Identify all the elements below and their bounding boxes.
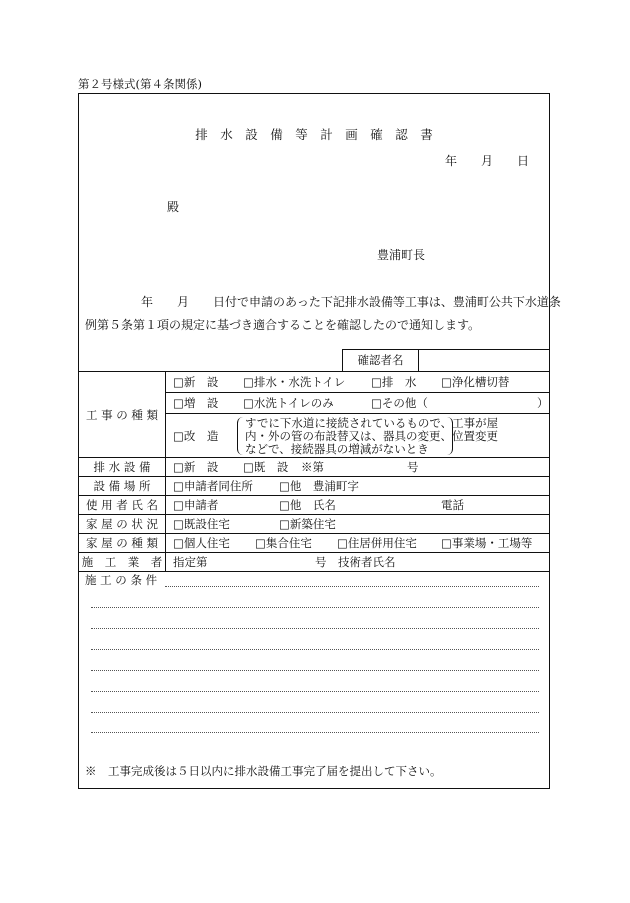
designation-number-prefix: 指定第: [173, 555, 208, 569]
drainage-number-suffix: 号: [407, 460, 419, 474]
checkbox-private-house[interactable]: □個人住宅: [173, 536, 230, 550]
row-house-type: [79, 534, 549, 553]
conditions-line-3[interactable]: [91, 628, 539, 629]
checkbox-other-address[interactable]: □他 豊浦町字: [279, 479, 359, 493]
form-frame: [78, 93, 561, 789]
checkbox-applicant[interactable]: □申請者: [173, 498, 219, 512]
row-contractor: [79, 553, 549, 572]
checkbox-septic-switch[interactable]: □浄化槽切替: [441, 375, 510, 389]
conditions-line-8[interactable]: [91, 732, 539, 733]
addressee-honorific: 殿: [167, 200, 180, 214]
conditions-line-4[interactable]: [91, 649, 539, 650]
confirmer-label: 確認者名: [343, 350, 419, 371]
body-text-line-2: 例第５条第１項の規定に基づき適合することを確認したので通知します。: [85, 318, 481, 332]
date-line: 年 月 日: [444, 154, 529, 168]
row-label-conditions: 施 工 の 条 件: [85, 573, 158, 587]
checkbox-new-house[interactable]: □新築住宅: [279, 517, 336, 531]
row-label-work-type: 工 事 の 種 類: [79, 372, 166, 457]
conditions-area: [79, 572, 549, 783]
checkbox-other[interactable]: □その他（: [371, 396, 428, 410]
other-close-paren: ）: [537, 396, 549, 410]
checkbox-addition[interactable]: □増 設: [173, 396, 219, 410]
checkbox-other-user[interactable]: □他 氏名: [279, 498, 336, 512]
row-user-name: [79, 496, 549, 515]
checkbox-drainage-new[interactable]: □新 設: [173, 460, 219, 474]
checkbox-modification[interactable]: □改 造: [173, 429, 219, 443]
conditions-line-2[interactable]: [91, 607, 539, 608]
checkbox-apartment[interactable]: □集合住宅: [255, 536, 312, 550]
conditions-line-1[interactable]: [165, 586, 539, 587]
row-work-type: [79, 372, 549, 458]
body-text-line-1: 年 月 日付で申請のあった下記排水設備等工事は、豊浦町公共下水道条: [141, 295, 561, 309]
row-drainage: [79, 458, 549, 477]
technician-name-label: 号 技術者氏名: [315, 555, 396, 569]
row-label-house-status: 家 屋 の 状 況: [79, 515, 166, 533]
work-type-add-line: [165, 393, 549, 414]
checkbox-flush-toilet-only[interactable]: □水洗トイレのみ: [243, 396, 334, 410]
form-number-label: 第２号様式(第４条関係): [78, 77, 202, 91]
row-label-contractor: 施 工 業 者: [79, 553, 166, 571]
modify-note-line-2: 内・外の管の布設替又は、器具の変更、位置変更: [245, 429, 498, 443]
row-house-status: [79, 515, 549, 534]
row-location: [79, 477, 549, 496]
conditions-line-7[interactable]: [91, 712, 539, 713]
work-type-modify-line: [165, 414, 549, 458]
conditions-line-5[interactable]: [91, 670, 539, 671]
checkbox-drain-flush-toilet[interactable]: □排水・水洗トイレ: [243, 375, 346, 389]
details-table: [79, 371, 549, 783]
modify-note-line-1: すでに下水道に接続されているもので、工事が屋: [245, 416, 499, 430]
checkbox-new-construction[interactable]: □新 設: [173, 375, 219, 389]
footnote: ※ 工事完成後は５日以内に排水設備工事完了届を提出して下さい。: [85, 764, 442, 778]
row-label-house-type: 家 屋 の 種 類: [79, 534, 166, 552]
modify-note-line-3: などで、接続器具の増減がないとき: [245, 442, 429, 456]
phone-label: 電話: [441, 498, 464, 512]
issuer-name: 豊浦町長: [376, 248, 425, 262]
conditions-line-6[interactable]: [91, 691, 539, 692]
confirmer-box: [342, 349, 549, 371]
row-label-user-name: 使 用 者 氏 名: [79, 496, 166, 514]
checkbox-drain[interactable]: □排 水: [371, 375, 417, 389]
checkbox-business-factory[interactable]: □事業場・工場等: [441, 536, 533, 550]
checkbox-mixed-use[interactable]: □住居併用住宅: [337, 536, 417, 550]
work-type-new-line: [165, 372, 549, 393]
drainage-number-prefix: ※第: [301, 460, 324, 474]
row-label-drainage: 排 水 設 備: [79, 458, 166, 476]
checkbox-drainage-existing[interactable]: □既 設: [243, 460, 289, 474]
checkbox-same-address[interactable]: □申請者同住所: [173, 479, 253, 493]
checkbox-existing-house[interactable]: □既設住宅: [173, 517, 230, 531]
row-label-location: 設 備 場 所: [79, 477, 166, 495]
document-title: 排 水 設 備 等 計 画 確 認 書: [195, 127, 433, 142]
